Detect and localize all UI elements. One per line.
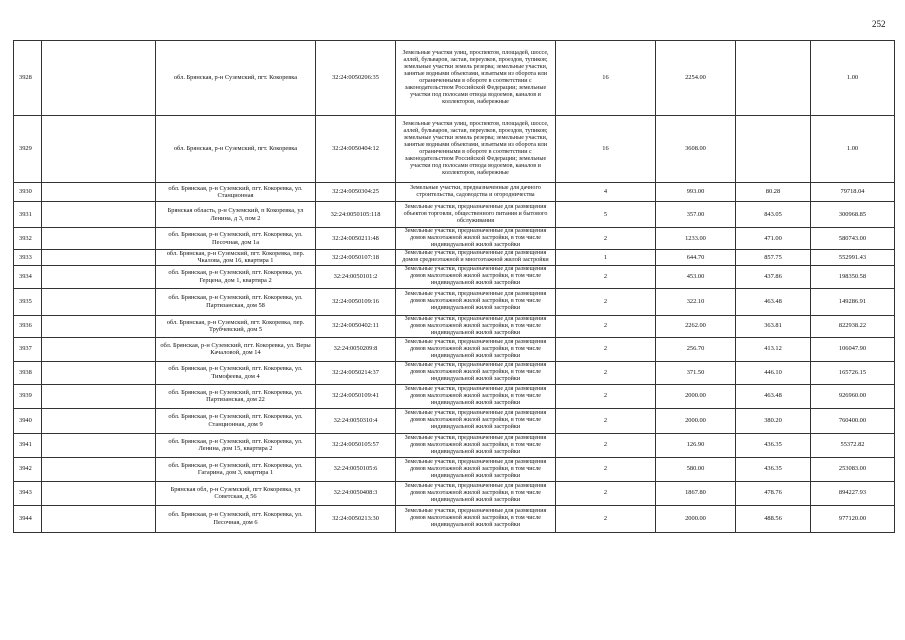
land-use-purpose-cell: Земельные участки, предназначенные для размещения домов малоэтажной жилой застройки, в том числе индивидуальной жилой застройки xyxy=(396,481,556,505)
table-row xyxy=(14,384,895,408)
table-row xyxy=(14,315,895,337)
empty-cell xyxy=(42,384,156,408)
row-number: 3943 xyxy=(14,481,42,505)
area-cell: 2262.00 xyxy=(656,315,736,337)
address-cell: Брянская область, р-н Суземский, п Кокоревка, ул Ленина, д 3, пом 2 xyxy=(156,202,316,228)
row-number: 3932 xyxy=(14,228,42,250)
land-use-purpose-cell: Земельные участки, предназначенные для размещения домов малоэтажной жилой застройки, в том числе индивидуальной жилой застройки xyxy=(396,408,556,433)
land-use-purpose-cell: Земельные участки, предназначенные для дачного строительства, садоводства и огородничества xyxy=(396,183,556,202)
group-number-cell: 2 xyxy=(556,408,656,433)
empty-cell xyxy=(42,202,156,228)
cadastral-value-table xyxy=(13,40,895,533)
cadastral-number-cell: 32:24:0050404:12 xyxy=(316,116,396,183)
row-number: 3929 xyxy=(14,116,42,183)
specific-value-cell: 413.12 xyxy=(736,337,811,361)
cadastral-number-cell: 32:24:0050304:25 xyxy=(316,183,396,202)
cadastral-value-cell: 760400.00 xyxy=(811,408,895,433)
group-number-cell: 2 xyxy=(556,384,656,408)
group-number-cell: 5 xyxy=(556,202,656,228)
specific-value-cell: 380.20 xyxy=(736,408,811,433)
cadastral-number-cell: 32:24:0050107:18 xyxy=(316,250,396,266)
address-cell: Брянская обл, р-н Суземский, пгт Кокоревка, ул Советская, д 56 xyxy=(156,481,316,505)
cadastral-number-cell: 32:24:0050214:37 xyxy=(316,361,396,384)
area-cell: 453.00 xyxy=(656,265,736,288)
cadastral-value-cell: 149286.91 xyxy=(811,288,895,315)
specific-value-cell: 478.76 xyxy=(736,481,811,505)
row-number: 3931 xyxy=(14,202,42,228)
cadastral-number-cell: 32:24:0050101:2 xyxy=(316,265,396,288)
cadastral-value-cell: 300968.85 xyxy=(811,202,895,228)
address-cell: обл. Брянская, р-н Суземский, пгт. Кокоревка, ул. Песочная, дом 6 xyxy=(156,505,316,532)
cadastral-number-cell: 32:24:0050209:8 xyxy=(316,337,396,361)
specific-value-cell: 80.28 xyxy=(736,183,811,202)
area-cell: 1233.00 xyxy=(656,228,736,250)
table-row xyxy=(14,337,895,361)
specific-value-cell xyxy=(736,41,811,116)
specific-value-cell: 471.00 xyxy=(736,228,811,250)
cadastral-value-cell: 198350.58 xyxy=(811,265,895,288)
cadastral-number-cell: 32:24:0050105:6 xyxy=(316,457,396,481)
page-number: 252 xyxy=(872,19,886,29)
land-use-purpose-cell: Земельные участки, предназначенные для размещения домов малоэтажной жилой застройки, в том числе индивидуальной жилой застройки xyxy=(396,337,556,361)
land-use-purpose-cell: Земельные участки, предназначенные для размещения объектов торговли, общественного питания и бытового обслуживания xyxy=(396,202,556,228)
address-cell: обл. Брянская, р-н Суземский, пгт. Кокоревка, ул. Тимофеева, дом 4 xyxy=(156,361,316,384)
table-row xyxy=(14,41,895,116)
address-cell: обл. Брянская, р-н Суземский, пгт. Кокоревка, ул. Станционная xyxy=(156,183,316,202)
cadastral-value-cell: 977120.00 xyxy=(811,505,895,532)
table-row xyxy=(14,408,895,433)
cadastral-value-cell: 926960.00 xyxy=(811,384,895,408)
land-use-purpose-cell: Земельные участки улиц, проспектов, площадей, шоссе, аллей, бульваров, застав, переулков, проездов, тупиков; земельные участки земель резерва; земельные участки, занятые водными объектами, изъятыми из оборота или ограниченными в обороте в соответствии с законодательством Российской Федерации; земельные участки под полосами отвода водоемов, каналов и коллекторов, набережные xyxy=(396,116,556,183)
cadastral-value-cell: 894227.93 xyxy=(811,481,895,505)
area-cell: 580.00 xyxy=(656,457,736,481)
row-number: 3944 xyxy=(14,505,42,532)
group-number-cell: 1 xyxy=(556,250,656,266)
group-number-cell: 2 xyxy=(556,481,656,505)
specific-value-cell: 488.56 xyxy=(736,505,811,532)
empty-cell xyxy=(42,41,156,116)
empty-cell xyxy=(42,288,156,315)
row-number: 3933 xyxy=(14,250,42,266)
area-cell: 644.70 xyxy=(656,250,736,266)
land-use-purpose-cell: Земельные участки, предназначенные для размещения домов среднеэтажной и многоэтажной жилой застройки xyxy=(396,250,556,266)
empty-cell xyxy=(42,408,156,433)
land-use-purpose-cell: Земельные участки, предназначенные для размещения домов малоэтажной жилой застройки, в том числе индивидуальной жилой застройки xyxy=(396,384,556,408)
table-row xyxy=(14,361,895,384)
address-cell: обл. Брянская, р-н Суземский, пгт. Кокоревка, ул. Партизанская, дом 22 xyxy=(156,384,316,408)
address-cell: обл. Брянская, р-н Суземский, пгт. Кокоревка, ул. Ленина, дом 15, квартира 2 xyxy=(156,433,316,457)
empty-cell xyxy=(42,481,156,505)
land-use-purpose-cell: Земельные участки, предназначенные для размещения домов малоэтажной жилой застройки, в том числе индивидуальной жилой застройки xyxy=(396,315,556,337)
area-cell: 256.70 xyxy=(656,337,736,361)
area-cell: 2000.00 xyxy=(656,384,736,408)
address-cell: обл. Брянская, р-н Суземский, пгт. Кокоревка, ул. Партизанская, дом 58 xyxy=(156,288,316,315)
address-cell: обл. Брянская, р-н Суземский, пгт. Кокоревка, ул. Веры Качаловой, дом 14 xyxy=(156,337,316,361)
address-cell: обл. Брянская, р-н Суземский, пгт. Кокоревка xyxy=(156,116,316,183)
group-number-cell: 16 xyxy=(556,41,656,116)
group-number-cell: 2 xyxy=(556,457,656,481)
table-row xyxy=(14,202,895,228)
cadastral-value-cell: 79718.04 xyxy=(811,183,895,202)
cadastral-value-cell: 253083.00 xyxy=(811,457,895,481)
table-row xyxy=(14,250,895,266)
specific-value-cell: 436.35 xyxy=(736,433,811,457)
group-number-cell: 2 xyxy=(556,337,656,361)
cadastral-number-cell: 32:24:0050402:11 xyxy=(316,315,396,337)
row-number: 3939 xyxy=(14,384,42,408)
table-row xyxy=(14,116,895,183)
specific-value-cell xyxy=(736,116,811,183)
row-number: 3936 xyxy=(14,315,42,337)
row-number: 3930 xyxy=(14,183,42,202)
table-row xyxy=(14,183,895,202)
cadastral-number-cell: 32:24:0050408:3 xyxy=(316,481,396,505)
cadastral-number-cell: 32:24:0050105:57 xyxy=(316,433,396,457)
empty-cell xyxy=(42,337,156,361)
row-number: 3941 xyxy=(14,433,42,457)
group-number-cell: 2 xyxy=(556,361,656,384)
row-number: 3938 xyxy=(14,361,42,384)
group-number-cell: 16 xyxy=(556,116,656,183)
cadastral-number-cell: 32:24:0050310:4 xyxy=(316,408,396,433)
empty-cell xyxy=(42,505,156,532)
cadastral-value-cell: 1.00 xyxy=(811,41,895,116)
group-number-cell: 2 xyxy=(556,265,656,288)
row-number: 3937 xyxy=(14,337,42,361)
table-row xyxy=(14,505,895,532)
specific-value-cell: 437.86 xyxy=(736,265,811,288)
cadastral-value-cell: 1.00 xyxy=(811,116,895,183)
empty-cell xyxy=(42,315,156,337)
empty-cell xyxy=(42,250,156,266)
empty-cell xyxy=(42,433,156,457)
empty-cell xyxy=(42,361,156,384)
specific-value-cell: 463.48 xyxy=(736,288,811,315)
cadastral-value-cell: 552991.43 xyxy=(811,250,895,266)
table-body xyxy=(14,41,895,533)
group-number-cell: 2 xyxy=(556,433,656,457)
cadastral-value-cell: 165726.15 xyxy=(811,361,895,384)
group-number-cell: 2 xyxy=(556,228,656,250)
specific-value-cell: 446.10 xyxy=(736,361,811,384)
specific-value-cell: 463.48 xyxy=(736,384,811,408)
cadastral-value-cell: 106047.90 xyxy=(811,337,895,361)
land-use-purpose-cell: Земельные участки, предназначенные для размещения домов малоэтажной жилой застройки, в том числе индивидуальной жилой застройки xyxy=(396,265,556,288)
table-row xyxy=(14,433,895,457)
address-cell: обл. Брянская, р-н Суземский, пгт. Кокоревка, ул. Гагарина, дом 3, квартира 1 xyxy=(156,457,316,481)
area-cell: 126.90 xyxy=(656,433,736,457)
row-number: 3940 xyxy=(14,408,42,433)
area-cell: 993.00 xyxy=(656,183,736,202)
cadastral-number-cell: 32:24:0050213:30 xyxy=(316,505,396,532)
land-use-purpose-cell: Земельные участки, предназначенные для размещения домов малоэтажной жилой застройки, в том числе индивидуальной жилой застройки xyxy=(396,433,556,457)
area-cell: 2000.00 xyxy=(656,408,736,433)
table-row xyxy=(14,288,895,315)
specific-value-cell: 843.05 xyxy=(736,202,811,228)
cadastral-value-cell: 822938.22 xyxy=(811,315,895,337)
address-cell: обл. Брянская, р-н Суземский, пгт. Кокоревка, пер. Трубчевский, дом 5 xyxy=(156,315,316,337)
area-cell: 357.00 xyxy=(656,202,736,228)
area-cell: 3608.00 xyxy=(656,116,736,183)
address-cell: обл. Брянская, р-н Суземский, пгт. Кокоревка, ул. Станционная, дом 9 xyxy=(156,408,316,433)
area-cell: 2000.00 xyxy=(656,505,736,532)
land-use-purpose-cell: Земельные участки, предназначенные для размещения домов малоэтажной жилой застройки, в том числе индивидуальной жилой застройки xyxy=(396,505,556,532)
specific-value-cell: 363.81 xyxy=(736,315,811,337)
group-number-cell: 2 xyxy=(556,505,656,532)
empty-cell xyxy=(42,265,156,288)
land-use-purpose-cell: Земельные участки улиц, проспектов, площадей, шоссе, аллей, бульваров, застав, переулков, проездов, тупиков; земельные участки земель резерва; земельные участки, занятые водными объектами, изъятыми из оборота или ограниченными в обороте в соответствии с законодательством Российской Федерации; земельные участки под полосами отвода водоемов, каналов и коллекторов, набережные xyxy=(396,41,556,116)
area-cell: 371.50 xyxy=(656,361,736,384)
land-use-purpose-cell: Земельные участки, предназначенные для размещения домов малоэтажной жилой застройки, в том числе индивидуальной жилой застройки xyxy=(396,228,556,250)
address-cell: обл. Брянская, р-н Суземский, пгт. Кокоревка, ул. Песочная, дом 1а xyxy=(156,228,316,250)
group-number-cell: 4 xyxy=(556,183,656,202)
land-use-purpose-cell: Земельные участки, предназначенные для размещения домов малоэтажной жилой застройки, в том числе индивидуальной жилой застройки xyxy=(396,457,556,481)
cadastral-value-cell: 580743.00 xyxy=(811,228,895,250)
address-cell: обл. Брянская, р-н Суземский, пгт. Кокоревка xyxy=(156,41,316,116)
row-number: 3934 xyxy=(14,265,42,288)
group-number-cell: 2 xyxy=(556,315,656,337)
area-cell: 2254.00 xyxy=(656,41,736,116)
cadastral-number-cell: 32:24:0050105:118 xyxy=(316,202,396,228)
row-number: 3942 xyxy=(14,457,42,481)
cadastral-number-cell: 32:24:0050206:35 xyxy=(316,41,396,116)
cadastral-number-cell: 32:24:0050109:16 xyxy=(316,288,396,315)
land-use-purpose-cell: Земельные участки, предназначенные для размещения домов малоэтажной жилой застройки, в том числе индивидуальной жилой застройки xyxy=(396,288,556,315)
cadastral-number-cell: 32:24:0050109:41 xyxy=(316,384,396,408)
row-number: 3935 xyxy=(14,288,42,315)
empty-cell xyxy=(42,228,156,250)
address-cell: обл. Брянская, р-н Суземский, пгт. Кокоревка, пер. Чкалова, дом 16, квартира 1 xyxy=(156,250,316,266)
table-row xyxy=(14,265,895,288)
table-row xyxy=(14,457,895,481)
area-cell: 1867.80 xyxy=(656,481,736,505)
empty-cell xyxy=(42,183,156,202)
address-cell: обл. Брянская, р-н Суземский, пгт. Кокоревка, ул. Герцена, дом 1, квартира 2 xyxy=(156,265,316,288)
specific-value-cell: 436.35 xyxy=(736,457,811,481)
cadastral-value-cell: 55372.82 xyxy=(811,433,895,457)
area-cell: 322.10 xyxy=(656,288,736,315)
table-row xyxy=(14,481,895,505)
cadastral-number-cell: 32:24:0050211:48 xyxy=(316,228,396,250)
land-use-purpose-cell: Земельные участки, предназначенные для размещения домов малоэтажной жилой застройки, в том числе индивидуальной жилой застройки xyxy=(396,361,556,384)
empty-cell xyxy=(42,116,156,183)
specific-value-cell: 857.75 xyxy=(736,250,811,266)
group-number-cell: 2 xyxy=(556,288,656,315)
table-row xyxy=(14,228,895,250)
empty-cell xyxy=(42,457,156,481)
row-number: 3928 xyxy=(14,41,42,116)
